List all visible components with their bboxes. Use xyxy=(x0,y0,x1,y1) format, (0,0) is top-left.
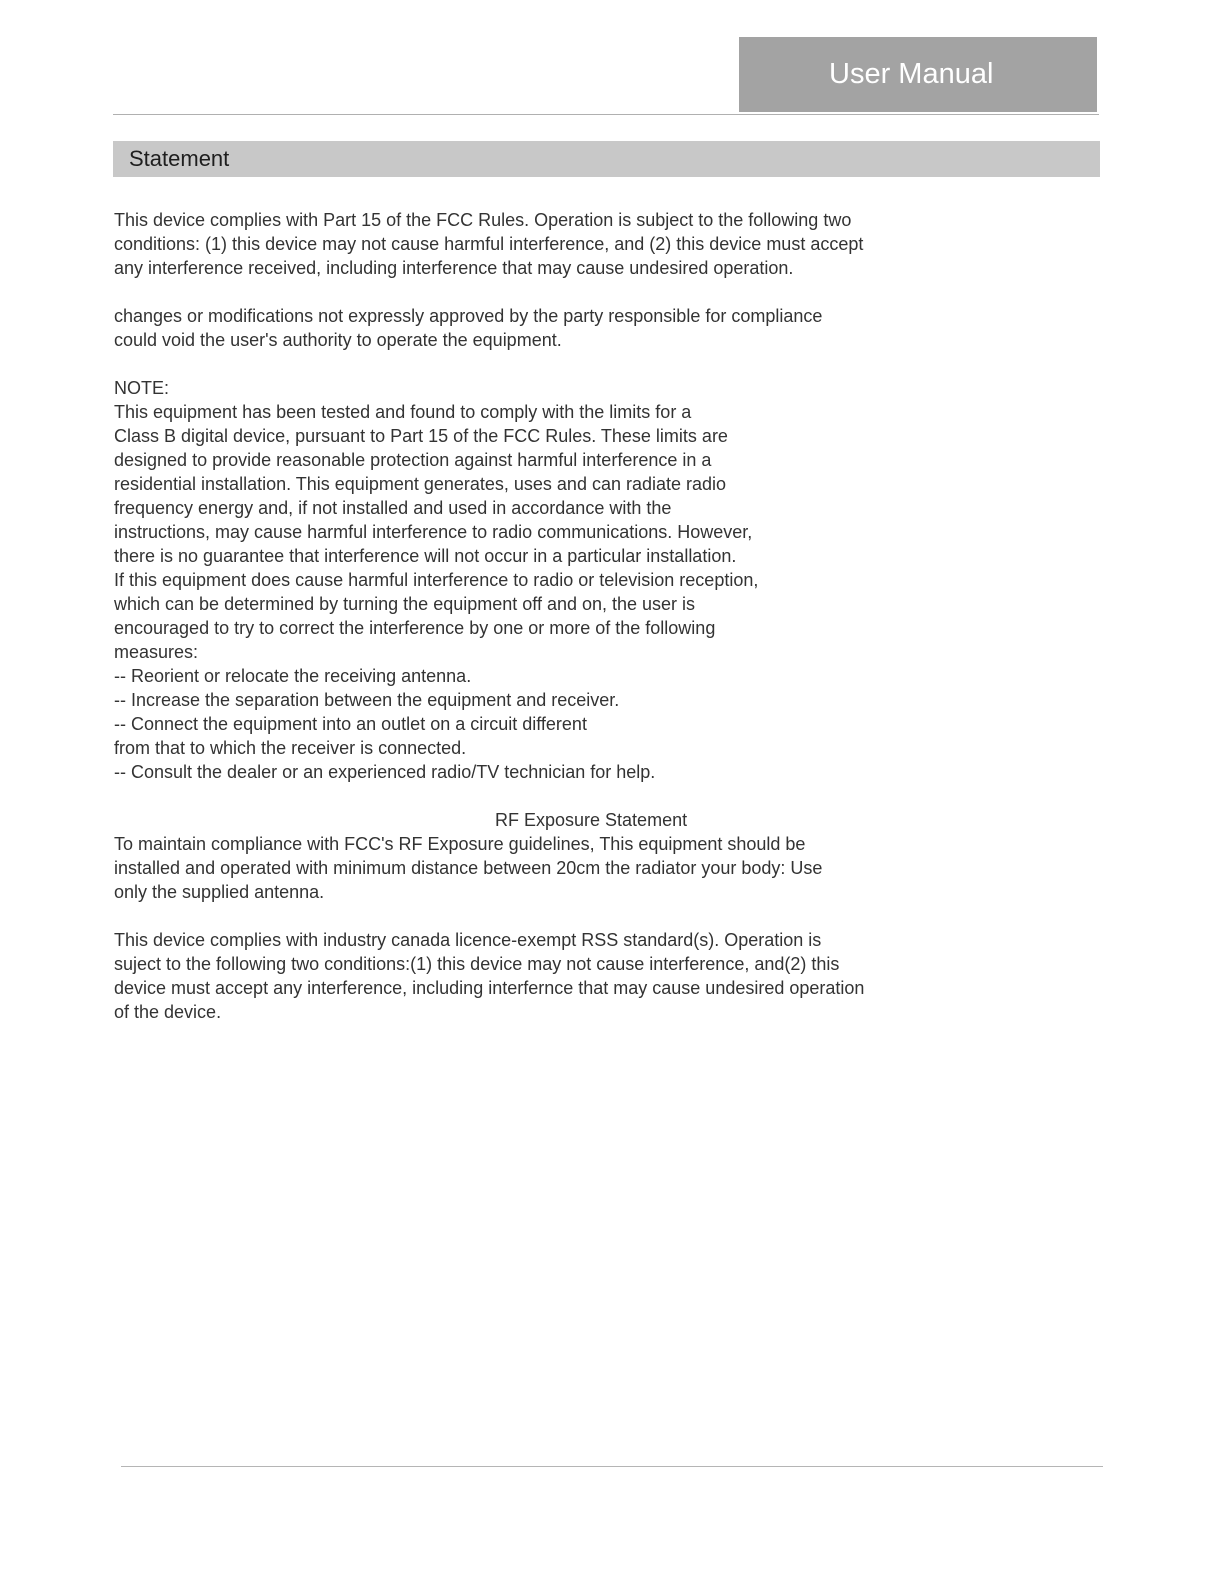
measure-item: -- Reorient or relocate the receiving antenna. xyxy=(114,666,472,686)
document-body xyxy=(114,208,1014,1024)
footer-divider xyxy=(121,1466,1103,1467)
header-divider xyxy=(113,114,1099,115)
header-title-tab xyxy=(739,37,1097,112)
rf-exposure-text: To maintain compliance with FCC's RF Exposure guidelines, This equipment should be installed and operated with minimum distance between 20cm the radiator your body: Use only the supplied antenna. xyxy=(114,834,823,902)
fcc-compliance-paragraph: This device complies with Part 15 of the FCC Rules. Operation is subject to the following two conditions: (1) this device may not cause harmful interference, and (2) this device must accept any interference received, including interference that may cause undesired operation. xyxy=(114,210,864,278)
section-title: Statement xyxy=(129,146,230,171)
section-header-bar xyxy=(113,141,1100,177)
note-label: NOTE: xyxy=(114,378,170,398)
measure-item: -- Consult the dealer or an experienced radio/TV technician for help. xyxy=(114,762,656,782)
modifications-warning-paragraph: changes or modifications not expressly approved by the party responsible for compliance could void the user's authority to operate the equipment. xyxy=(114,306,823,350)
rf-exposure-heading: RF Exposure Statement xyxy=(495,810,688,830)
header-title: User Manual xyxy=(829,58,994,90)
measure-item: -- Connect the equipment into an outlet on a circuit different from that to which the receiver is connected. xyxy=(114,714,587,758)
note-text: This equipment has been tested and found to comply with the limits for a Class B digital device, pursuant to Part 15 of the FCC Rules. These limits are designed to provide reasonable protection against harmful interference in a residential installation. This equipment generates, uses and can radiate radio frequency energy and, if not installed and used in accordance with the instructions, may cause harmful interference to radio communications. However, there is no guarantee that interference will not occur in a particular installation. If this equipment does cause harmful interference to radio or television reception, which can be determined by turning the equipment off and on, the user is encouraged to try to correct the interference by one or more of the following measures: xyxy=(114,402,759,662)
industry-canada-paragraph: This device complies with industry canada licence-exempt RSS standard(s). Operation is suject to the following two conditions:(1) this device may not cause interference, and(2) this device must accept any interference, including interfernce that may cause undesired operation of the device. xyxy=(114,930,865,1022)
measure-item: -- Increase the separation between the equipment and receiver. xyxy=(114,690,620,710)
